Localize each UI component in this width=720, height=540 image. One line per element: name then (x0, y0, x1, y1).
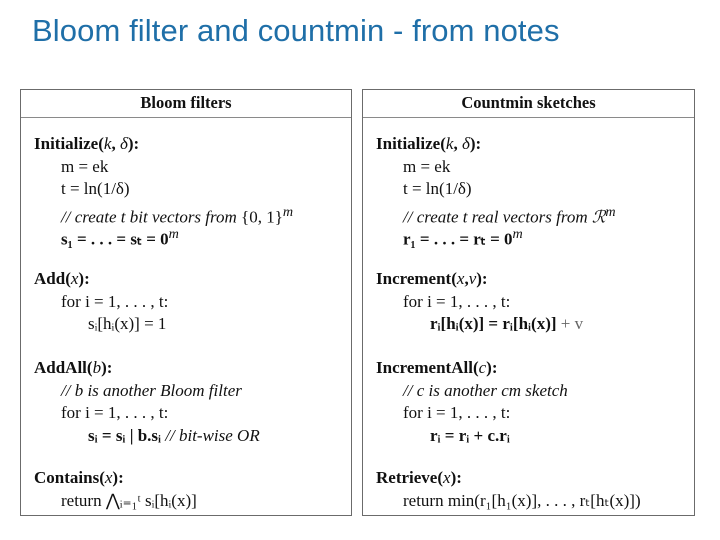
code-line (376, 490, 688, 513)
return-keyword: return (61, 490, 102, 510)
countmin-initialize-block (376, 133, 688, 249)
code-line (34, 201, 345, 227)
code-line (34, 425, 345, 448)
superscript: m (512, 226, 523, 242)
bloom-contains-block (34, 467, 345, 512)
bloom-filters-panel (20, 89, 352, 516)
code-line (376, 313, 688, 336)
code-line: m = ek (61, 156, 109, 176)
code-expression: ⋀ᵢ₌₁ᵗ sᵢ[hᵢ(x)] (105, 490, 197, 510)
code-line: for i = 1, . . . , t: (403, 291, 511, 311)
countmin-retrieve-block (376, 467, 688, 512)
bloom-addall-signature: AddAll(b): (34, 358, 113, 377)
code-line: sᵢ[hᵢ(x)] = 1 (88, 314, 167, 333)
countmin-increment-signature: Increment(x,v): (376, 269, 488, 288)
code-line (376, 223, 688, 249)
superscript: m (168, 226, 179, 242)
function-name: Initialize (34, 134, 99, 153)
bloom-filters-header: Bloom filters (21, 90, 351, 118)
function-name: Increment (376, 269, 452, 288)
countmin-sketches-header: Countmin sketches (363, 90, 694, 118)
code-line (34, 223, 345, 249)
countmin-incrementall-signature: IncrementAll(c): (376, 358, 498, 377)
bloom-initialize-block (34, 133, 345, 249)
function-name: Add (34, 269, 66, 288)
function-name: Contains (34, 468, 100, 487)
superscript: m (605, 203, 616, 220)
bloom-initialize-signature: Initialize(k, δ): (34, 134, 140, 153)
bloom-addall-block (34, 357, 345, 447)
code-line: t = ln(1/δ) (403, 179, 472, 198)
slide-title: Bloom filter and countmin - from notes (32, 13, 560, 48)
code-line: rᵢ = rᵢ + c.rᵢ (430, 425, 510, 445)
superscript: m (282, 203, 294, 220)
countmin-sketches-panel (362, 89, 695, 516)
code-set: ℛ (591, 207, 606, 227)
code-expression: sᵢ = sᵢ | b.sᵢ (88, 425, 162, 445)
code-comment: // c is another cm sketch (403, 380, 568, 400)
bloom-contains-signature: Contains(x): (34, 468, 124, 487)
code-line: m = ek (403, 156, 451, 176)
code-comment: // b is another Bloom filter (61, 380, 242, 400)
code-expression: rᵢ[hᵢ(x)] = rᵢ[hᵢ(x)] (430, 314, 557, 333)
code-comment: // bit-wise OR (165, 425, 260, 445)
bloom-add-signature: Add(x): (34, 269, 90, 288)
code-line: for i = 1, . . . , t: (61, 291, 169, 311)
function-name: AddAll (34, 358, 87, 377)
code-line: t = ln(1/δ) (61, 179, 130, 198)
code-expression-tail: + v (560, 314, 584, 333)
code-expression: s₁ = . . . = sₜ = 0 (61, 229, 169, 249)
function-name: Initialize (376, 134, 441, 153)
countmin-retrieve-signature: Retrieve(x): (376, 468, 462, 487)
code-comment: // create t real vectors from (403, 207, 588, 227)
code-line: for i = 1, . . . , t: (61, 403, 169, 422)
countmin-initialize-signature: Initialize(k, δ): (376, 134, 482, 153)
code-comment: // create t bit vectors from (61, 207, 237, 227)
code-line (34, 490, 345, 513)
countmin-incrementall-block (376, 357, 688, 447)
code-expression: min(r₁[h₁(x)], . . . , rₜ[hₜ(x)]) (447, 490, 641, 510)
code-expression: r₁ = . . . = rₜ = 0 (403, 229, 513, 249)
function-name: Retrieve (376, 468, 438, 487)
code-line: for i = 1, . . . , t: (403, 403, 511, 422)
bloom-add-block (34, 268, 345, 336)
function-name: IncrementAll (376, 358, 473, 377)
code-line (376, 201, 688, 227)
return-keyword: return (403, 490, 444, 510)
code-set: {0, 1} (241, 207, 283, 227)
countmin-increment-block (376, 268, 688, 336)
